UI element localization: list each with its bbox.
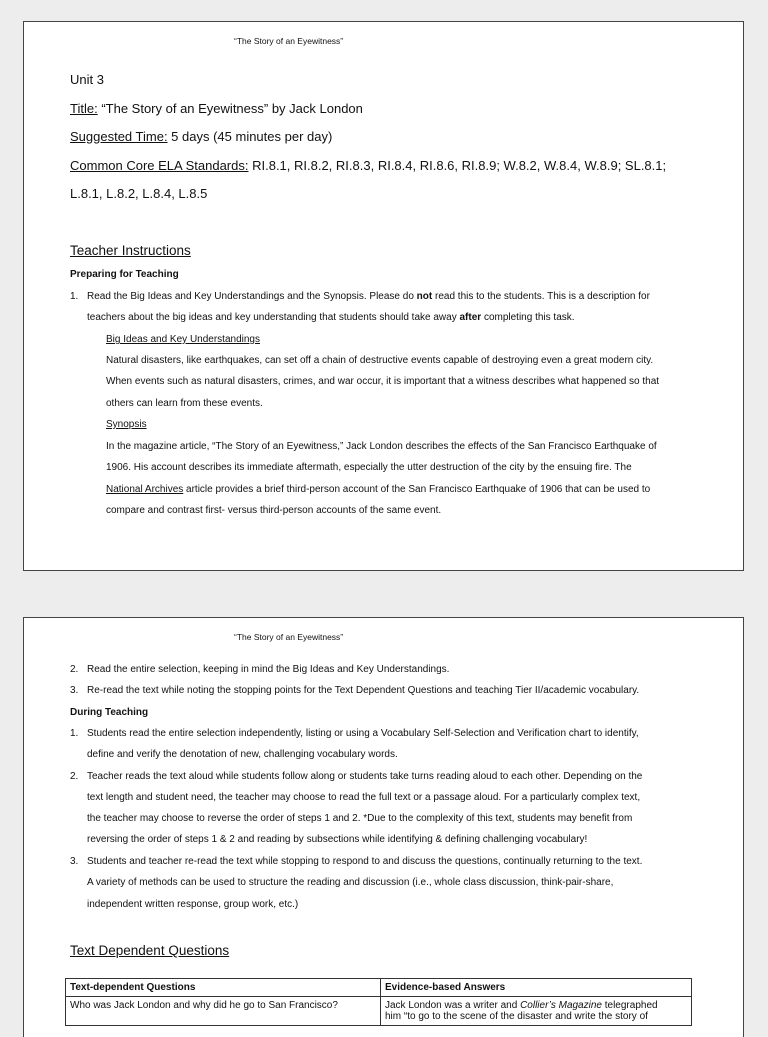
table-header: Evidence-based Answers bbox=[381, 979, 692, 997]
prep-step-1-cont bbox=[87, 312, 575, 323]
table-row bbox=[66, 997, 692, 1026]
step-text: Teacher reads the text aloud while students follow along or students take turns reading aloud to each other. Depending on the bbox=[87, 771, 643, 782]
during-step-2-cont: text length and student need, the teacher may choose to read the full text or a passage aloud. For a particularly complex text, bbox=[87, 792, 641, 803]
teacher-instructions-heading: Teacher Instructions bbox=[70, 243, 191, 258]
during-step-2-cont: the teacher may choose to reverse the order of steps 1 and 2. *Due to the complexity of this text, students may benefit from bbox=[87, 813, 633, 824]
step-number: 1. bbox=[70, 728, 79, 739]
running-head: “The Story of an Eyewitness” bbox=[234, 36, 344, 46]
step-number: 2. bbox=[70, 771, 79, 782]
big-ideas-line: others can learn from these events. bbox=[106, 398, 263, 409]
answer-text: Jack London was a writer and bbox=[385, 1000, 521, 1011]
step-text: read this to the students. This is a description for bbox=[432, 291, 650, 302]
during-step-1 bbox=[70, 728, 639, 739]
step-text: Read the entire selection, keeping in mind the Big Ideas and Key Understandings. bbox=[87, 664, 450, 675]
step-text: Students read the entire selection independently, listing or using a Vocabulary Self-Selection and Verification chart to identify, bbox=[87, 728, 639, 739]
during-teaching-heading: During Teaching bbox=[70, 707, 149, 718]
suggested-time-label: Suggested Time: bbox=[70, 129, 168, 144]
table-cell-answer bbox=[381, 997, 692, 1026]
emphasis-after: after bbox=[459, 312, 482, 323]
magazine-title: Collier’s Magazine bbox=[520, 1000, 602, 1011]
synopsis-text: article provides a brief third-person account of the San Francisco Earthquake of 1906 that can be used to bbox=[183, 484, 651, 495]
suggested-time-line bbox=[70, 129, 332, 144]
prep-step-3 bbox=[70, 685, 639, 696]
during-step-2 bbox=[70, 771, 642, 782]
synopsis-line: In the magazine article, “The Story of an Eyewitness,” Jack London describes the effects of the San Francisco Earthquake of bbox=[106, 441, 657, 452]
during-step-3 bbox=[70, 856, 642, 867]
big-ideas-heading: Big Ideas and Key Understandings bbox=[106, 334, 260, 345]
step-text: completing this task. bbox=[481, 312, 575, 323]
step-text: Students and teacher re-read the text while stopping to respond to and discuss the questions, continually returning to the text. bbox=[87, 856, 643, 867]
step-text: teachers about the big ideas and key understanding that students should take away bbox=[87, 312, 460, 323]
document-page-2 bbox=[23, 617, 744, 1037]
during-step-2-cont: reversing the order of steps 1 & 2 and reading by subsections while identifying & defining challenging vocabulary! bbox=[87, 834, 588, 845]
prep-step-1 bbox=[70, 291, 650, 302]
during-step-3-cont: independent written response, group work, etc.) bbox=[87, 899, 299, 910]
synopsis-line: 1906. His account describes its immediate aftermath, especially the utter destruction of the city by the ensuing fire. The bbox=[106, 462, 632, 473]
step-text: Read the Big Ideas and Key Understandings and the Synopsis. Please do bbox=[87, 291, 417, 302]
synopsis-line: compare and contrast first- versus third-person accounts of the same event. bbox=[106, 505, 442, 516]
synopsis-line bbox=[106, 484, 650, 495]
during-step-3-cont: A variety of methods can be used to structure the reading and discussion (i.e., whole class discussion, think-pair-share, bbox=[87, 877, 614, 888]
title-line bbox=[70, 101, 363, 116]
step-number: 3. bbox=[70, 856, 79, 867]
during-step-1-cont: define and verify the denotation of new, challenging vocabulary words. bbox=[87, 749, 398, 760]
standards-value: RI.8.1, RI.8.2, RI.8.3, RI.8.4, RI.8.6, RI.8.9; W.8.2, W.8.4, W.8.9; SL.8.1; bbox=[248, 158, 667, 173]
suggested-time-value: 5 days (45 minutes per day) bbox=[167, 129, 333, 144]
step-number: 3. bbox=[70, 685, 79, 696]
unit-label: Unit 3 bbox=[70, 72, 104, 87]
questions-table bbox=[65, 978, 692, 1026]
big-ideas-line: Natural disasters, like earthquakes, can set off a chain of destructive events capable of destroying even a great modern city. bbox=[106, 355, 654, 366]
standards-value-continued: L.8.1, L.8.2, L.8.4, L.8.5 bbox=[70, 186, 208, 201]
big-ideas-line: When events such as natural disasters, crimes, and war occur, it is important that a witness describes what happened so that bbox=[106, 376, 660, 387]
table-header: Text-dependent Questions bbox=[66, 979, 381, 997]
answer-text: him “to go to the scene of the disaster and write the story of bbox=[385, 1011, 648, 1022]
running-head: “The Story of an Eyewitness” bbox=[234, 632, 344, 642]
step-number: 2. bbox=[70, 664, 79, 675]
table-cell-question: Who was Jack London and why did he go to San Francisco? bbox=[66, 997, 381, 1026]
answer-text: telegraphed bbox=[601, 1000, 658, 1011]
step-number: 1. bbox=[70, 291, 79, 302]
emphasis-not: not bbox=[416, 291, 433, 302]
prep-step-2 bbox=[70, 664, 449, 675]
text-dependent-questions-heading: Text Dependent Questions bbox=[70, 943, 230, 958]
table-header-row bbox=[66, 979, 692, 997]
title-label: Title: bbox=[70, 101, 98, 116]
document-page-1 bbox=[23, 21, 744, 571]
title-value: “The Story of an Eyewitness” by Jack London bbox=[97, 101, 363, 116]
standards-label: Common Core ELA Standards: bbox=[70, 158, 249, 173]
step-text: Re-read the text while noting the stopping points for the Text Dependent Questions and teaching Tier II/academic vocabulary. bbox=[87, 685, 640, 696]
preparing-heading: Preparing for Teaching bbox=[70, 269, 179, 280]
synopsis-heading: Synopsis bbox=[106, 419, 147, 430]
standards-line bbox=[70, 158, 666, 173]
national-archives-link[interactable]: National Archives bbox=[106, 484, 184, 495]
